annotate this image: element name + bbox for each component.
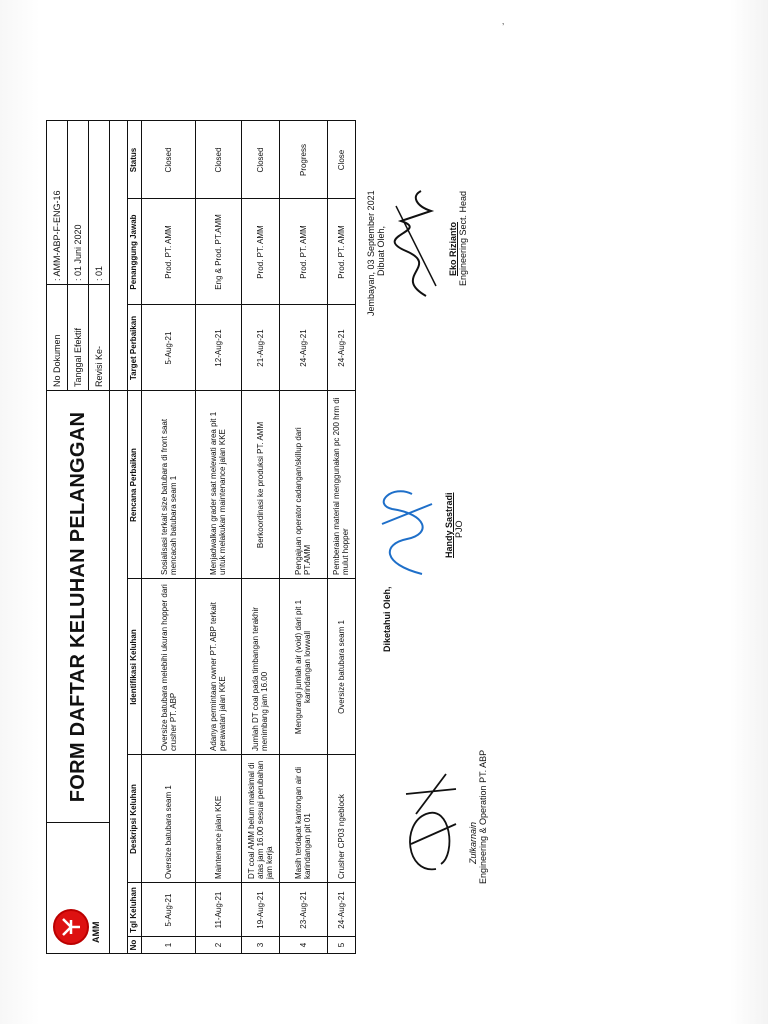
header-band xyxy=(109,121,127,953)
table-row: 5 24-Aug-21 Crusher CP03 ngeblock Oversize batubara seam 1 Pemberaian material menggunakan pc 200 hrm di mulut hopper 24-Aug-21 Prod. PT. AMM Close xyxy=(332,149,350,948)
meta-row-doc-number: No Dokumen : AMM-ABP-F-ENG-16 xyxy=(47,121,68,391)
document-meta xyxy=(47,121,109,391)
table-row: 4 23-Aug-21 Masih terdapat kantongan air di karindangan pit 01 Mengurangi jumlah air (void) dari pit 1 karindangan lowwall Pengajuan operator cadangan/skillup dari PT.AMM 24-Aug-21 Prod. PT. AMM Progress xyxy=(279,121,328,953)
table-body xyxy=(142,121,355,953)
col-target: Target Perbaikan xyxy=(129,315,138,381)
col-description: Deskripsi Keluhan xyxy=(129,784,138,854)
abp-name: Zulkarnain xyxy=(468,821,478,864)
table-row: 2 11-Aug-21 Maintenance jalan KKE Adanya permintaan owner PT. ABP terkait perawatan jalan KKE Menjadwalkan grader saat melewati area pit 1 untuk melakukan maintenance jalan KKE 12-Aug-21 Eng & Prod. PT.AMM Closed xyxy=(195,121,242,953)
pjo-signature xyxy=(372,464,442,584)
col-date: Tgl Keluhan xyxy=(129,887,138,933)
table-header xyxy=(127,121,142,953)
known-by-label: Diketahui Oleh, xyxy=(382,586,392,652)
form-header xyxy=(47,121,128,953)
col-identification: Identifikasi Keluhan xyxy=(129,629,138,705)
maker-name: Eko Rizianto xyxy=(448,221,458,276)
signature-block-abp xyxy=(396,750,488,884)
signature-block-maker xyxy=(366,186,468,316)
maker-signature xyxy=(386,186,446,306)
logo-cell xyxy=(47,822,109,953)
scan-speck: ’ xyxy=(502,22,505,33)
form-title: FORM DAFTAR KELUHAN PELANGGAN xyxy=(47,390,109,823)
company-name: AMM xyxy=(91,921,101,943)
made-by-label: Dibuat Oleh, xyxy=(376,225,386,276)
col-no: No xyxy=(129,939,138,951)
maker-title: Engineering Sect. Head xyxy=(458,190,468,286)
table-row: 3 19-Aug-21 DT coal AMM belum maksimal di atas jam 16.00 sesuai perubahan jam kerja Jumlah DT coal pada timbangan terakhir menimbang jam 16.00 Berkoordinasi ke produksi PT. AMM 21-Aug-21 Prod. PT. AMM Closed xyxy=(241,121,280,953)
complaint-form-table xyxy=(46,120,356,954)
abp-title: Engineering & Operation PT. ABP xyxy=(478,749,488,884)
signature-block-pjo xyxy=(372,464,464,584)
pjo-name: Handy Sastradi xyxy=(444,492,454,558)
meta-row-effective-date: Tanggal Efektif : 01 Juni 2020 xyxy=(68,121,89,391)
col-plan: Rencana Perbaikan xyxy=(129,448,138,522)
amm-logo-icon xyxy=(53,909,89,945)
meta-row-revision: Revisi Ke- : 01 xyxy=(89,121,109,391)
col-pic: Penanggung Jawab xyxy=(129,214,138,290)
place-date: Jembayan, 03 September 2021 xyxy=(366,190,376,316)
col-status: Status xyxy=(129,147,138,173)
abp-signature xyxy=(396,754,466,884)
table-row: 1 5-Aug-21 Oversize batubara seam 1 Oversize batubara melebihi ukuran hopper dari crusher PT. ABP Sosialisasi terkait size batubara di front saat mencacah batubara seam 1 5-Aug-21 Prod. PT. AMM Closed xyxy=(142,121,196,953)
pjo-title: PJO xyxy=(454,520,464,538)
